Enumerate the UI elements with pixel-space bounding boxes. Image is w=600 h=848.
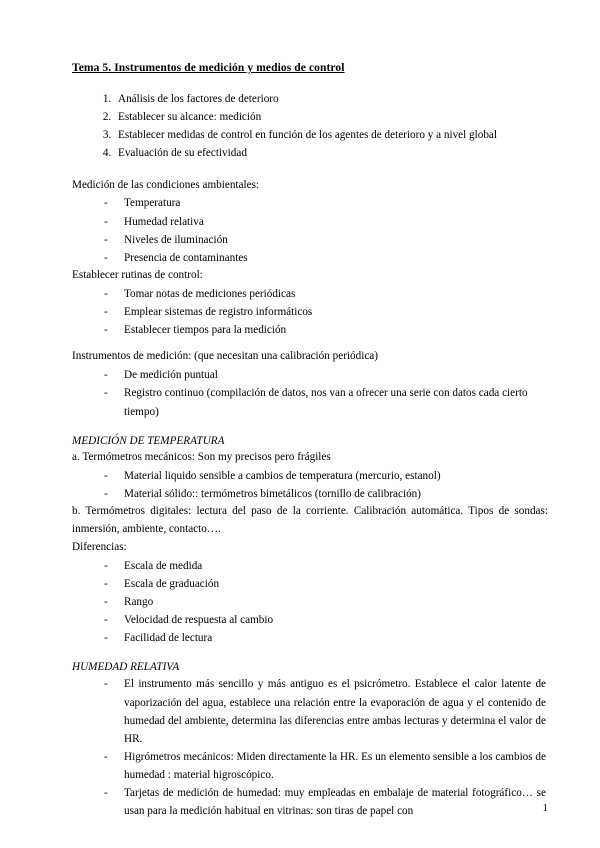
differences-heading: Diferencias: <box>72 540 127 553</box>
list-item: - Tomar notas de mediciones periódicas <box>104 285 548 303</box>
list-item: 4. Evaluación de su efectividad <box>114 144 548 162</box>
list-item: - Material sólido:: termómetros bimetálicos (tornillo de calibración) <box>104 485 548 503</box>
list-item: - Velocidad de respuesta al cambio <box>104 611 548 629</box>
list-item: - El instrumento más sencillo y más antiguo es el psicrómetro. Establece el calor latente de vaporización del agua, establece una relación entre la evaporación de agua y el contenido de humedad del ambiente, determina las diferencias entre ambas lecturas y determina el valor de HR. <box>104 675 548 748</box>
list-item: 2. Establecer su alcance: medición <box>114 108 548 126</box>
control-routines-list <box>72 285 548 339</box>
temperature-mechanical-line: a. Termómetros mecánicos: Son my precisos pero frágiles <box>72 450 331 463</box>
list-item: - Emplear sistemas de registro informáticos <box>104 303 548 321</box>
page-number: 1 <box>542 802 548 814</box>
list-item: 3. Establecer medidas de control en función de los agentes de deterioro y a nivel global <box>114 126 548 144</box>
list-item: - Presencia de contaminantes <box>104 249 548 267</box>
list-item: - Rango <box>104 593 548 611</box>
humidity-list <box>72 675 548 820</box>
temperature-digital-line: b. Termómetros digitales: lectura del paso de la corriente. Calibración automática. Tipos de sondas: inmersión, ambiente, contacto…. <box>72 504 548 535</box>
list-item: 1. Análisis de los factores de deterioro <box>114 90 548 108</box>
list-item: - Establecer tiempos para la medición <box>104 321 548 339</box>
list-item: - Escala de medida <box>104 557 548 575</box>
page-title: Tema 5. Instrumentos de medición y medios de control <box>72 62 345 74</box>
list-item: - Tarjetas de medición de humedad: muy empleadas en embalaje de material fotográfico… se usan para la medición habitual en vitrinas: son tiras de papel con <box>104 784 548 820</box>
temperature-section-heading: MEDICIÓN DE TEMPERATURA <box>72 434 225 447</box>
list-item: - Registro continuo (compilación de datos, nos van a ofrecer una serie con datos cada cierto tiempo) <box>104 384 548 420</box>
list-item: - Higrómetros mecánicos: Miden directamente la HR. Es un elemento sensible a los cambios de humedad : material higroscópico. <box>104 748 548 784</box>
ambient-conditions-heading: Medición de las condiciones ambientales: <box>72 178 260 191</box>
list-item: - Niveles de iluminación <box>104 231 548 249</box>
numbered-list <box>72 90 548 163</box>
list-item: - Humedad relativa <box>104 213 548 231</box>
humidity-section-heading: HUMEDAD RELATIVA <box>72 661 180 674</box>
list-item: - De medición puntual <box>104 366 548 384</box>
list-item: - Temperatura <box>104 194 548 212</box>
temperature-mechanical-list <box>72 467 548 503</box>
differences-list <box>72 557 548 648</box>
control-routines-heading: Establecer rutinas de control: <box>72 269 203 282</box>
ambient-conditions-list <box>72 194 548 267</box>
list-item: - Material liquido sensible a cambios de temperatura (mercurio, estanol) <box>104 467 548 485</box>
list-item: - Escala de graduación <box>104 575 548 593</box>
measuring-instruments-list <box>72 366 548 420</box>
measuring-instruments-heading: Instrumentos de medición: (que necesitan una calibración periódica) <box>72 350 378 363</box>
list-item: - Facilidad de lectura <box>104 629 548 647</box>
